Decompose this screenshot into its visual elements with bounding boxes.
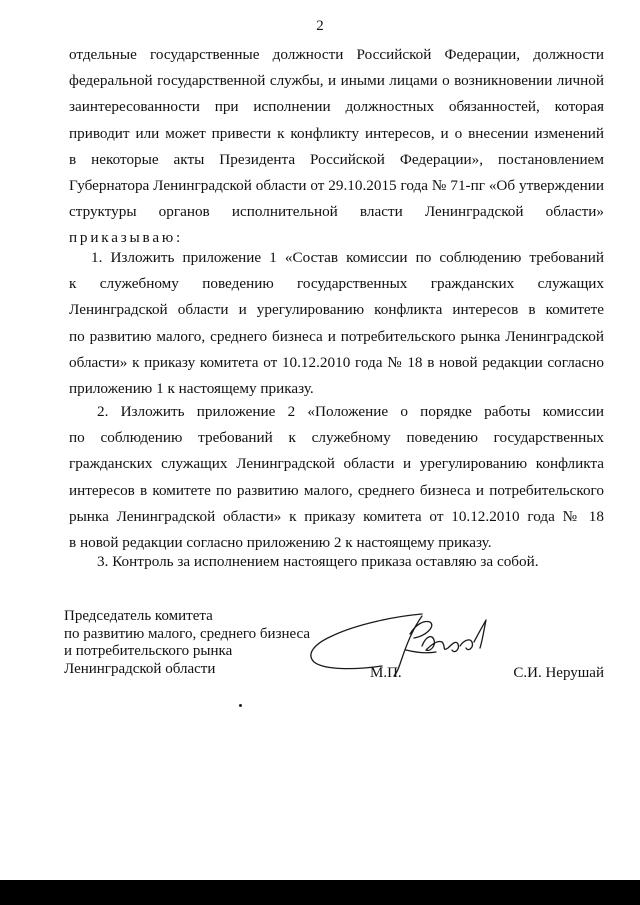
text-line: области» к приказу комитета от 10.12.2010 года № 18 в новой редакции согласно [69, 353, 604, 371]
stamp-mark: М.П. [370, 665, 402, 681]
text-line: заинтересованности при исполнении должностных обязанностей, которая [69, 98, 604, 116]
text-line: в некоторые акты Президента Российской Федерации», постановлением [69, 150, 604, 168]
text-line: приложению 1 к настоящему приказу. [69, 380, 314, 398]
signatory-title-line: и потребительского рынка [64, 643, 233, 659]
scan-speck [239, 704, 242, 707]
text-line: по развитию малого, среднего бизнеса и потребительского рынка Ленинградской [69, 327, 604, 345]
order-word: приказываю: [69, 229, 184, 247]
intro-paragraph [69, 42, 604, 252]
text-line: приводит или может привести к конфликту интересов, и о внесении изменений [69, 124, 604, 142]
text-line: гражданских служащих Ленинградской области и урегулированию конфликта [69, 455, 604, 473]
text-line: федеральной государственной службы, и иными лицами о возникновении личной [69, 72, 604, 90]
signatory-title-line: Председатель комитета [64, 608, 213, 624]
text-line: Ленинградской области и урегулированию конфликта интересов в комитете [69, 301, 604, 319]
text-line: структуры органов исполнительной власти Ленинградской области» [69, 203, 604, 221]
text-line: по соблюдению требований к служебному поведению государственных [69, 429, 604, 447]
item-3-paragraph [69, 549, 604, 575]
text-line: отдельные государственные должности Российской Федерации, должности [69, 46, 604, 63]
text-line: 3. Контроль за исполнением настоящего приказа оставляю за собой. [97, 553, 539, 570]
text-line: 1. Изложить приложение 1 «Состав комиссии по соблюдению требований [91, 249, 604, 266]
item-1-paragraph [69, 245, 604, 402]
signatory-title-line: по развитию малого, среднего бизнеса [64, 625, 311, 642]
scan-border [0, 880, 640, 905]
text-line: интересов в комитете по развитию малого, среднего бизнеса и потребительского [69, 481, 604, 499]
text-line: к служебному поведению государственных гражданских служащих [69, 275, 604, 293]
signatory-title-line: Ленинградской области [64, 660, 216, 677]
item-2-paragraph [69, 399, 604, 556]
text-line: Губернатора Ленинградской области от 29.10.2015 года № 71-пг «Об утверждении [69, 177, 604, 195]
text-line: рынка Ленинградской области» к приказу комитета от 10.12.2010 года № 18 [69, 507, 604, 525]
signatory-name: С.И. Нерушай [513, 665, 604, 681]
page-number: 2 [316, 18, 324, 34]
text-line: в новой редакции согласно приложению 2 к настоящему приказу. [69, 534, 492, 552]
text-line: 2. Изложить приложение 2 «Положение о порядке работы комиссии [97, 403, 604, 420]
signature-block [64, 608, 604, 688]
